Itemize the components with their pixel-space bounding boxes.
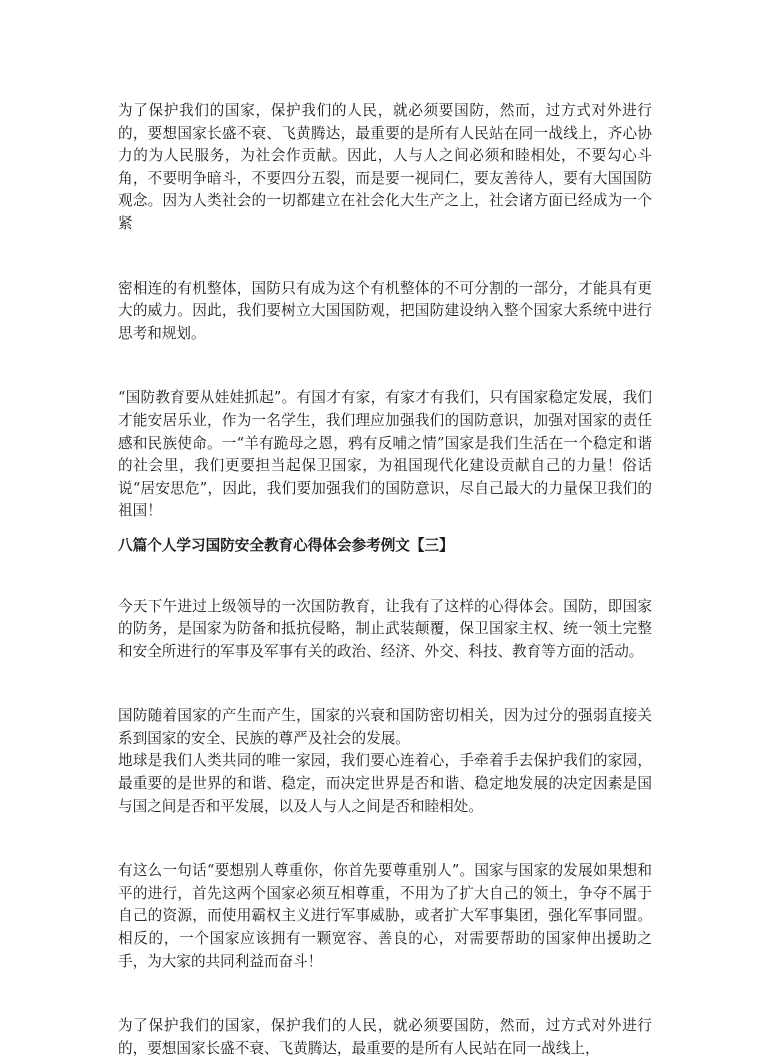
section-heading: 八篇个人学习国防安全教育心得体会参考例文【三】 xyxy=(118,536,454,554)
document-page xyxy=(118,100,652,1060)
paragraph-6: 有这么一句话“要想别人尊重你，你首先要尊重别人”。国家与国家的发展如果想和平的进行，首先这两个国家必须互相尊重，不用为了扩大自己的领土，争夺不属于自己的资源，而使用霸权主义进行军事威胁，或者扩大军事集团，强化军事同盟。相反的，一个国家应该拥有一颗宽容、善良的心，对需要帮助的国家伸出援助之手，为大家的共同利益而奋斗！ xyxy=(118,862,652,970)
paragraph-gap xyxy=(118,558,652,596)
paragraph-gap xyxy=(118,818,652,860)
paragraph-gap xyxy=(118,523,652,535)
paragraph-gap xyxy=(118,236,652,278)
paragraph-4: 今天下午进过上级领导的一次国防教育，让我有了这样的心得体会。国防，即国家的防务，是国家为防备和抵抗侵略，制止武装颠覆，保卫国家主权、统一领土完整和安全所进行的军事及军事有关的政治、经济、外交、科技、教育等方面的活动。 xyxy=(118,597,652,660)
paragraph-7: 为了保护我们的国家，保护我们的人民，就必须要国防，然而，过方式对外进行的，要想国家长盛不衰、飞黄腾达，最重要的是所有人民站在同一战线上， xyxy=(118,1017,652,1057)
paragraph-gap xyxy=(118,345,652,387)
paragraph-3: “国防教育要从娃娃抓起”。有国才有家，有家才有我们，只有国家稳定发展，我们才能安居乐业，作为一名学生，我们理应加强我们的国防意识，加强对国家的责任感和民族使命。一“羊有跪母之恩，鸦有反哺之情”国家是我们生活在一个稳定和谐的社会里，我们更要担当起保卫国家，为祖国现代化建设贡献自己的力量！俗话说“居安思危”，因此，我们要加强我们的国防意识，尽自己最大的力量保卫我们的祖国！ xyxy=(118,389,652,520)
paragraph-1: 为了保护我们的国家，保护我们的人民，就必须要国防，然而，过方式对外进行的，要想国家长盛不衰、飞黄腾达，最重要的是所有人民站在同一战线上，齐心协力的为人民服务，为社会作贡献。因此，人与人之间必须和睦相处，不要勾心斗角，不要明争暗斗，不要四分五裂，而是要一视同仁，要友善待人，要有大国国防观念。因为人类社会的一切都建立在社会化大生产之上，社会诸方面已经成为一个紧 xyxy=(118,102,652,232)
paragraph-gap xyxy=(118,973,652,1015)
paragraph-gap xyxy=(118,663,652,705)
paragraph-2: 密相连的有机整体，国防只有成为这个有机整体的不可分割的一部分，才能具有更大的威力。因此，我们要树立大国国防观，把国防建设纳入整个国家大系统中进行思考和规划。 xyxy=(118,279,652,342)
paragraph-5b: 地球是我们人类共同的唯一家园，我们要心连着心，手牵着手去保护我们的家园，最重要的是世界的和谐、稳定，而决定世界是否和谐、稳定地发展的决定因素是国与国之间是否和平发展，以及人与人之间是否和睦相处。 xyxy=(118,752,652,815)
paragraph-5a: 国防随着国家的产生而产生，国家的兴衰和国防密切相关，因为过分的强弱直接关系到国家的安全、民族的尊严及社会的发展。 xyxy=(118,707,652,747)
